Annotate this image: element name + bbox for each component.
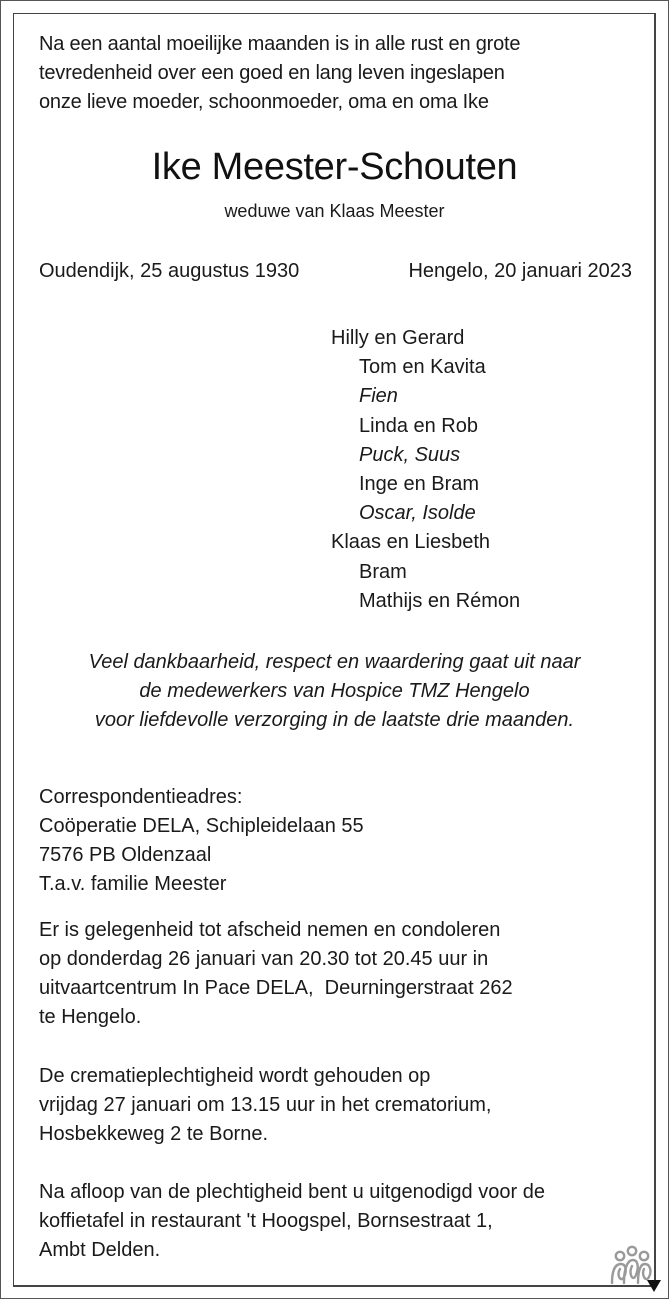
cremation-line: vrijdag 27 januari om 13.15 uur in het crematorium, [39, 1094, 492, 1116]
death-place-date: Hengelo, 20 januari 2023 [408, 260, 632, 282]
address-line: Coöperatie DELA, Schipleidelaan 55 [39, 815, 364, 837]
thanks-text [0, 648, 669, 735]
cremation-line: Hosbekkeweg 2 te Borne. [39, 1123, 269, 1145]
triangle-down-icon[interactable] [647, 1280, 661, 1292]
birth-place-date: Oudendijk, 25 augustus 1930 [39, 260, 300, 282]
farewell-line: op donderdag 26 januari van 20.30 tot 20.45 uur in [39, 948, 489, 970]
people-group-icon [608, 1245, 656, 1285]
farewell-info [39, 916, 513, 1032]
family-member: Bram [359, 560, 407, 583]
intro-line: Na een aantal moeilijke maanden is in alle rust en grote [39, 33, 521, 55]
address-line: 7576 PB Oldenzaal [39, 844, 212, 866]
cremation-info [39, 1062, 491, 1149]
family-member: Mathijs en Rémon [359, 589, 521, 612]
address-line: T.a.v. familie Meester [39, 873, 227, 895]
grandchildren: Fien [359, 385, 398, 408]
correspondence-address [39, 783, 364, 899]
deceased-subtitle: weduwe van Klaas Meester [224, 201, 445, 221]
farewell-line: uitvaartcentrum In Pace DELA, Deurningerstraat 262 [39, 977, 513, 999]
cremation-line: De crematieplechtigheid wordt gehouden op [39, 1065, 431, 1087]
family-member: Hilly en Gerard [331, 327, 465, 349]
intro-text [39, 30, 520, 117]
family-member: Klaas en Liesbeth [331, 531, 491, 554]
farewell-line: te Hengelo. [39, 1006, 142, 1028]
farewell-line: Er is gelegenheid tot afscheid nemen en condoleren [39, 919, 501, 941]
coffee-line: Na afloop van de plechtigheid bent u uitgenodigd voor de [39, 1181, 545, 1203]
family-list [331, 324, 520, 616]
thanks-line: Veel dankbaarheid, respect en waardering gaat uit naar [88, 651, 581, 673]
deceased-name: Ike Meester-Schouten [151, 146, 518, 188]
coffee-info [39, 1178, 545, 1265]
grandchildren: Puck, Suus [359, 443, 461, 466]
intro-line: onze lieve moeder, schoonmoeder, oma en oma Ike [39, 91, 489, 113]
address-line: Correspondentieadres: [39, 786, 243, 808]
family-member: Tom en Kavita [359, 356, 486, 379]
coffee-line: koffietafel in restaurant 't Hoogspel, Bornsestraat 1, [39, 1210, 493, 1232]
grandchildren: Oscar, Isolde [359, 502, 476, 525]
thanks-line: de medewerkers van Hospice TMZ Hengelo [139, 680, 530, 702]
intro-line: tevredenheid over een goed en lang leven ingeslapen [39, 62, 505, 84]
thanks-line: voor liefdevolle verzorging in de laatste drie maanden. [94, 709, 575, 731]
family-member: Linda en Rob [359, 414, 478, 437]
family-member: Inge en Bram [359, 472, 480, 495]
coffee-line: Ambt Delden. [39, 1239, 161, 1261]
